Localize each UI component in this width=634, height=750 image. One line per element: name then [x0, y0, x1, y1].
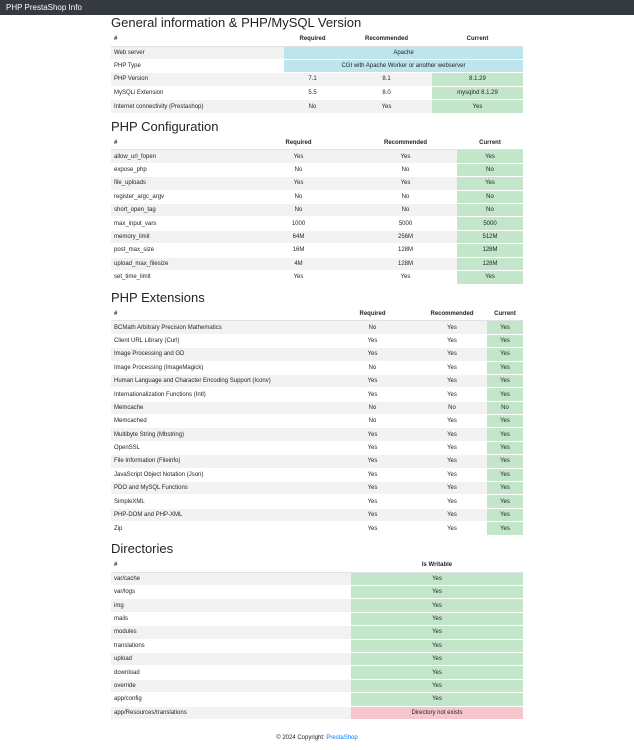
row-label: Image Processing and GD — [111, 348, 328, 361]
required-cell: 16M — [243, 244, 354, 257]
recommended-cell: Yes — [417, 361, 487, 374]
writable-cell: Yes — [351, 586, 523, 599]
current-cell: Yes — [487, 334, 523, 347]
writable-cell: Yes — [351, 693, 523, 706]
required-cell: Yes — [328, 482, 417, 495]
row-label: PDO and MySQL Functions — [111, 482, 328, 495]
recommended-cell: Yes — [417, 388, 487, 401]
table-row — [111, 572, 523, 585]
column-header: Required — [284, 33, 341, 46]
current-cell: Yes — [487, 321, 523, 334]
required-cell: Yes — [328, 374, 417, 387]
recommended-cell: Yes — [354, 177, 457, 190]
writable-cell: Yes — [351, 612, 523, 625]
table-row — [111, 639, 523, 652]
footer-copyright: © 2024 Copyright: — [276, 735, 325, 741]
writable-cell: Yes — [351, 639, 523, 652]
current-cell: No — [457, 190, 523, 203]
directories-table — [111, 559, 523, 719]
required-cell: Yes — [328, 522, 417, 535]
table-row — [111, 441, 523, 454]
current-cell: Yes — [487, 495, 523, 508]
table-row — [111, 257, 523, 270]
column-header: # — [111, 308, 328, 321]
table-row — [111, 508, 523, 521]
recommended-cell: Yes — [417, 441, 487, 454]
row-label: SimpleXML — [111, 495, 328, 508]
table-row — [111, 177, 523, 190]
row-label: PHP-DOM and PHP-XML — [111, 508, 328, 521]
table-row — [111, 599, 523, 612]
recommended-cell: Yes — [417, 482, 487, 495]
row-label: Memcache — [111, 401, 328, 414]
main-content — [111, 15, 523, 719]
table-row — [111, 190, 523, 203]
column-header: # — [111, 33, 284, 46]
current-cell: 5000 — [457, 217, 523, 230]
row-label: File Information (Fileinfo) — [111, 455, 328, 468]
row-label: translations — [111, 639, 351, 652]
table-row — [111, 348, 523, 361]
current-cell: Yes — [487, 348, 523, 361]
table-row — [111, 334, 523, 347]
table-row — [111, 86, 523, 99]
recommended-cell: No — [417, 401, 487, 414]
merged-value-cell: Apache — [284, 46, 523, 59]
row-label: upload — [111, 652, 351, 665]
current-cell: No — [457, 163, 523, 176]
required-cell: No — [243, 204, 354, 217]
recommended-cell: Yes — [354, 270, 457, 283]
table-row — [111, 73, 523, 86]
current-cell: Yes — [487, 415, 523, 428]
table-row — [111, 230, 523, 243]
required-cell: No — [328, 401, 417, 414]
required-cell: No — [284, 100, 341, 113]
row-label: var/logs — [111, 586, 351, 599]
table-row — [111, 204, 523, 217]
current-cell: Yes — [457, 270, 523, 283]
required-cell: Yes — [328, 388, 417, 401]
row-label: app/Resources/translations — [111, 706, 351, 719]
current-cell: Yes — [487, 522, 523, 535]
writable-cell: Yes — [351, 666, 523, 679]
current-cell: Yes — [457, 177, 523, 190]
general-info-table — [111, 33, 523, 113]
table-header-row — [111, 33, 523, 46]
table-row — [111, 706, 523, 719]
row-label: file_uploads — [111, 177, 243, 190]
row-label: expose_php — [111, 163, 243, 176]
table-row — [111, 652, 523, 665]
required-cell: Yes — [328, 495, 417, 508]
table-row — [111, 388, 523, 401]
column-header: # — [111, 137, 243, 150]
table-row — [111, 100, 523, 113]
required-cell: Yes — [328, 455, 417, 468]
table-row — [111, 374, 523, 387]
column-header: # — [111, 559, 351, 572]
required-cell: Yes — [328, 508, 417, 521]
required-cell: Yes — [243, 177, 354, 190]
required-cell: Yes — [243, 150, 354, 163]
recommended-cell: Yes — [417, 522, 487, 535]
current-cell: 128M — [457, 244, 523, 257]
column-header: Recommended — [354, 137, 457, 150]
footer — [0, 735, 634, 741]
top-navbar — [0, 0, 634, 15]
table-row — [111, 59, 523, 72]
prestashop-link[interactable]: PrestaShop — [326, 735, 358, 741]
required-cell: Yes — [243, 270, 354, 283]
table-row — [111, 428, 523, 441]
table-row — [111, 522, 523, 535]
table-header-row — [111, 137, 523, 150]
row-label: PHP Type — [111, 59, 284, 72]
recommended-cell: 256M — [354, 230, 457, 243]
row-label: modules — [111, 626, 351, 639]
required-cell: 64M — [243, 230, 354, 243]
row-label: var/cache — [111, 572, 351, 585]
required-cell: 7.1 — [284, 73, 341, 86]
row-label: post_max_size — [111, 244, 243, 257]
php-config-table — [111, 137, 523, 284]
table-header-row — [111, 308, 523, 321]
table-row — [111, 46, 523, 59]
current-cell: Yes — [487, 428, 523, 441]
row-label: Internet connectivity (Prestashop) — [111, 100, 284, 113]
row-label: Zip — [111, 522, 328, 535]
table-row — [111, 244, 523, 257]
row-label: set_time_limit — [111, 270, 243, 283]
recommended-cell: Yes — [417, 455, 487, 468]
column-header: Current — [432, 33, 523, 46]
recommended-cell: 128M — [354, 257, 457, 270]
row-label: JavaScript Object Notation (Json) — [111, 468, 328, 481]
app-title: PHP PrestaShop Info — [6, 3, 82, 12]
current-cell: Yes — [457, 150, 523, 163]
required-cell: Yes — [328, 468, 417, 481]
table-row — [111, 679, 523, 692]
current-cell: 128M — [457, 257, 523, 270]
row-label: Web server — [111, 46, 284, 59]
required-cell: Yes — [328, 441, 417, 454]
recommended-cell: Yes — [417, 508, 487, 521]
required-cell: Yes — [328, 334, 417, 347]
row-label: Image Processing (ImageMagick) — [111, 361, 328, 374]
php-extensions-table — [111, 308, 523, 535]
current-cell: Yes — [487, 455, 523, 468]
recommended-cell: Yes — [417, 334, 487, 347]
recommended-cell: No — [354, 163, 457, 176]
current-cell: Yes — [487, 508, 523, 521]
row-label: allow_url_fopen — [111, 150, 243, 163]
column-header: Current — [487, 308, 523, 321]
table-row — [111, 612, 523, 625]
php-config-section-title: PHP Configuration — [111, 118, 219, 134]
column-header: Required — [328, 308, 417, 321]
row-label: memory_limit — [111, 230, 243, 243]
row-label: register_argc_argv — [111, 190, 243, 203]
recommended-cell: Yes — [341, 100, 432, 113]
required-cell: No — [328, 321, 417, 334]
column-header: Required — [243, 137, 354, 150]
writable-cell: Yes — [351, 679, 523, 692]
table-row — [111, 495, 523, 508]
required-cell: No — [328, 415, 417, 428]
table-row — [111, 626, 523, 639]
current-cell: Yes — [487, 468, 523, 481]
required-cell: No — [328, 361, 417, 374]
merged-value-cell: CGI with Apache Worker or another webserver — [284, 59, 523, 72]
row-label: Client URL Library (Curl) — [111, 334, 328, 347]
recommended-cell: 5000 — [354, 217, 457, 230]
required-cell: 4M — [243, 257, 354, 270]
row-label: upload_max_filesize — [111, 257, 243, 270]
table-row — [111, 468, 523, 481]
table-row — [111, 415, 523, 428]
row-label: Human Language and Character Encoding Support (Iconv) — [111, 374, 328, 387]
recommended-cell: Yes — [417, 428, 487, 441]
current-cell: Yes — [487, 361, 523, 374]
required-cell: No — [243, 163, 354, 176]
required-cell: No — [243, 190, 354, 203]
required-cell: Yes — [328, 428, 417, 441]
table-row — [111, 666, 523, 679]
recommended-cell: No — [354, 190, 457, 203]
table-header-row — [111, 559, 523, 572]
row-label: OpenSSL — [111, 441, 328, 454]
writable-cell: Yes — [351, 652, 523, 665]
row-label: max_input_vars — [111, 217, 243, 230]
writable-cell: Yes — [351, 626, 523, 639]
general-section-title: General information & PHP/MySQL Version — [111, 15, 362, 30]
recommended-cell: Yes — [354, 150, 457, 163]
current-cell: 512M — [457, 230, 523, 243]
recommended-cell: 8.1 — [341, 73, 432, 86]
column-header: Current — [457, 137, 523, 150]
row-label: mails — [111, 612, 351, 625]
table-row — [111, 150, 523, 163]
current-cell: Yes — [487, 482, 523, 495]
table-row — [111, 270, 523, 283]
current-cell: Yes — [487, 441, 523, 454]
row-label: MySQLi Extension — [111, 86, 284, 99]
required-cell: 1000 — [243, 217, 354, 230]
current-cell: 8.1.29 — [432, 73, 523, 86]
current-cell: Yes — [432, 100, 523, 113]
table-row — [111, 361, 523, 374]
column-header: Is Writable — [351, 559, 523, 572]
row-label: short_open_tag — [111, 204, 243, 217]
recommended-cell: Yes — [417, 415, 487, 428]
current-cell: mysqlnd 8.1.29 — [432, 86, 523, 99]
writable-cell: Directory not exists — [351, 706, 523, 719]
row-label: override — [111, 679, 351, 692]
table-row — [111, 401, 523, 414]
recommended-cell: Yes — [417, 468, 487, 481]
writable-cell: Yes — [351, 572, 523, 585]
table-row — [111, 217, 523, 230]
table-row — [111, 693, 523, 706]
php-ext-section-title: PHP Extensions — [111, 289, 205, 305]
recommended-cell: Yes — [417, 348, 487, 361]
row-label: BCMath Arbitrary Precision Mathematics — [111, 321, 328, 334]
recommended-cell: No — [354, 204, 457, 217]
row-label: Internationalization Functions (Intl) — [111, 388, 328, 401]
current-cell: Yes — [487, 388, 523, 401]
table-row — [111, 163, 523, 176]
required-cell: Yes — [328, 348, 417, 361]
directories-section-title: Directories — [111, 541, 174, 557]
row-label: app/config — [111, 693, 351, 706]
column-header: Recommended — [417, 308, 487, 321]
column-header: Recommended — [341, 33, 432, 46]
recommended-cell: Yes — [417, 374, 487, 387]
row-label: Memcached — [111, 415, 328, 428]
current-cell: No — [457, 204, 523, 217]
recommended-cell: Yes — [417, 321, 487, 334]
row-label: Multibyte String (Mbstring) — [111, 428, 328, 441]
row-label: download — [111, 666, 351, 679]
table-row — [111, 455, 523, 468]
recommended-cell: Yes — [417, 495, 487, 508]
recommended-cell: 128M — [354, 244, 457, 257]
table-row — [111, 482, 523, 495]
required-cell: 5.5 — [284, 86, 341, 99]
row-label: img — [111, 599, 351, 612]
row-label: PHP Version — [111, 73, 284, 86]
current-cell: No — [487, 401, 523, 414]
recommended-cell: 8.0 — [341, 86, 432, 99]
writable-cell: Yes — [351, 599, 523, 612]
table-row — [111, 321, 523, 334]
current-cell: Yes — [487, 374, 523, 387]
table-row — [111, 586, 523, 599]
